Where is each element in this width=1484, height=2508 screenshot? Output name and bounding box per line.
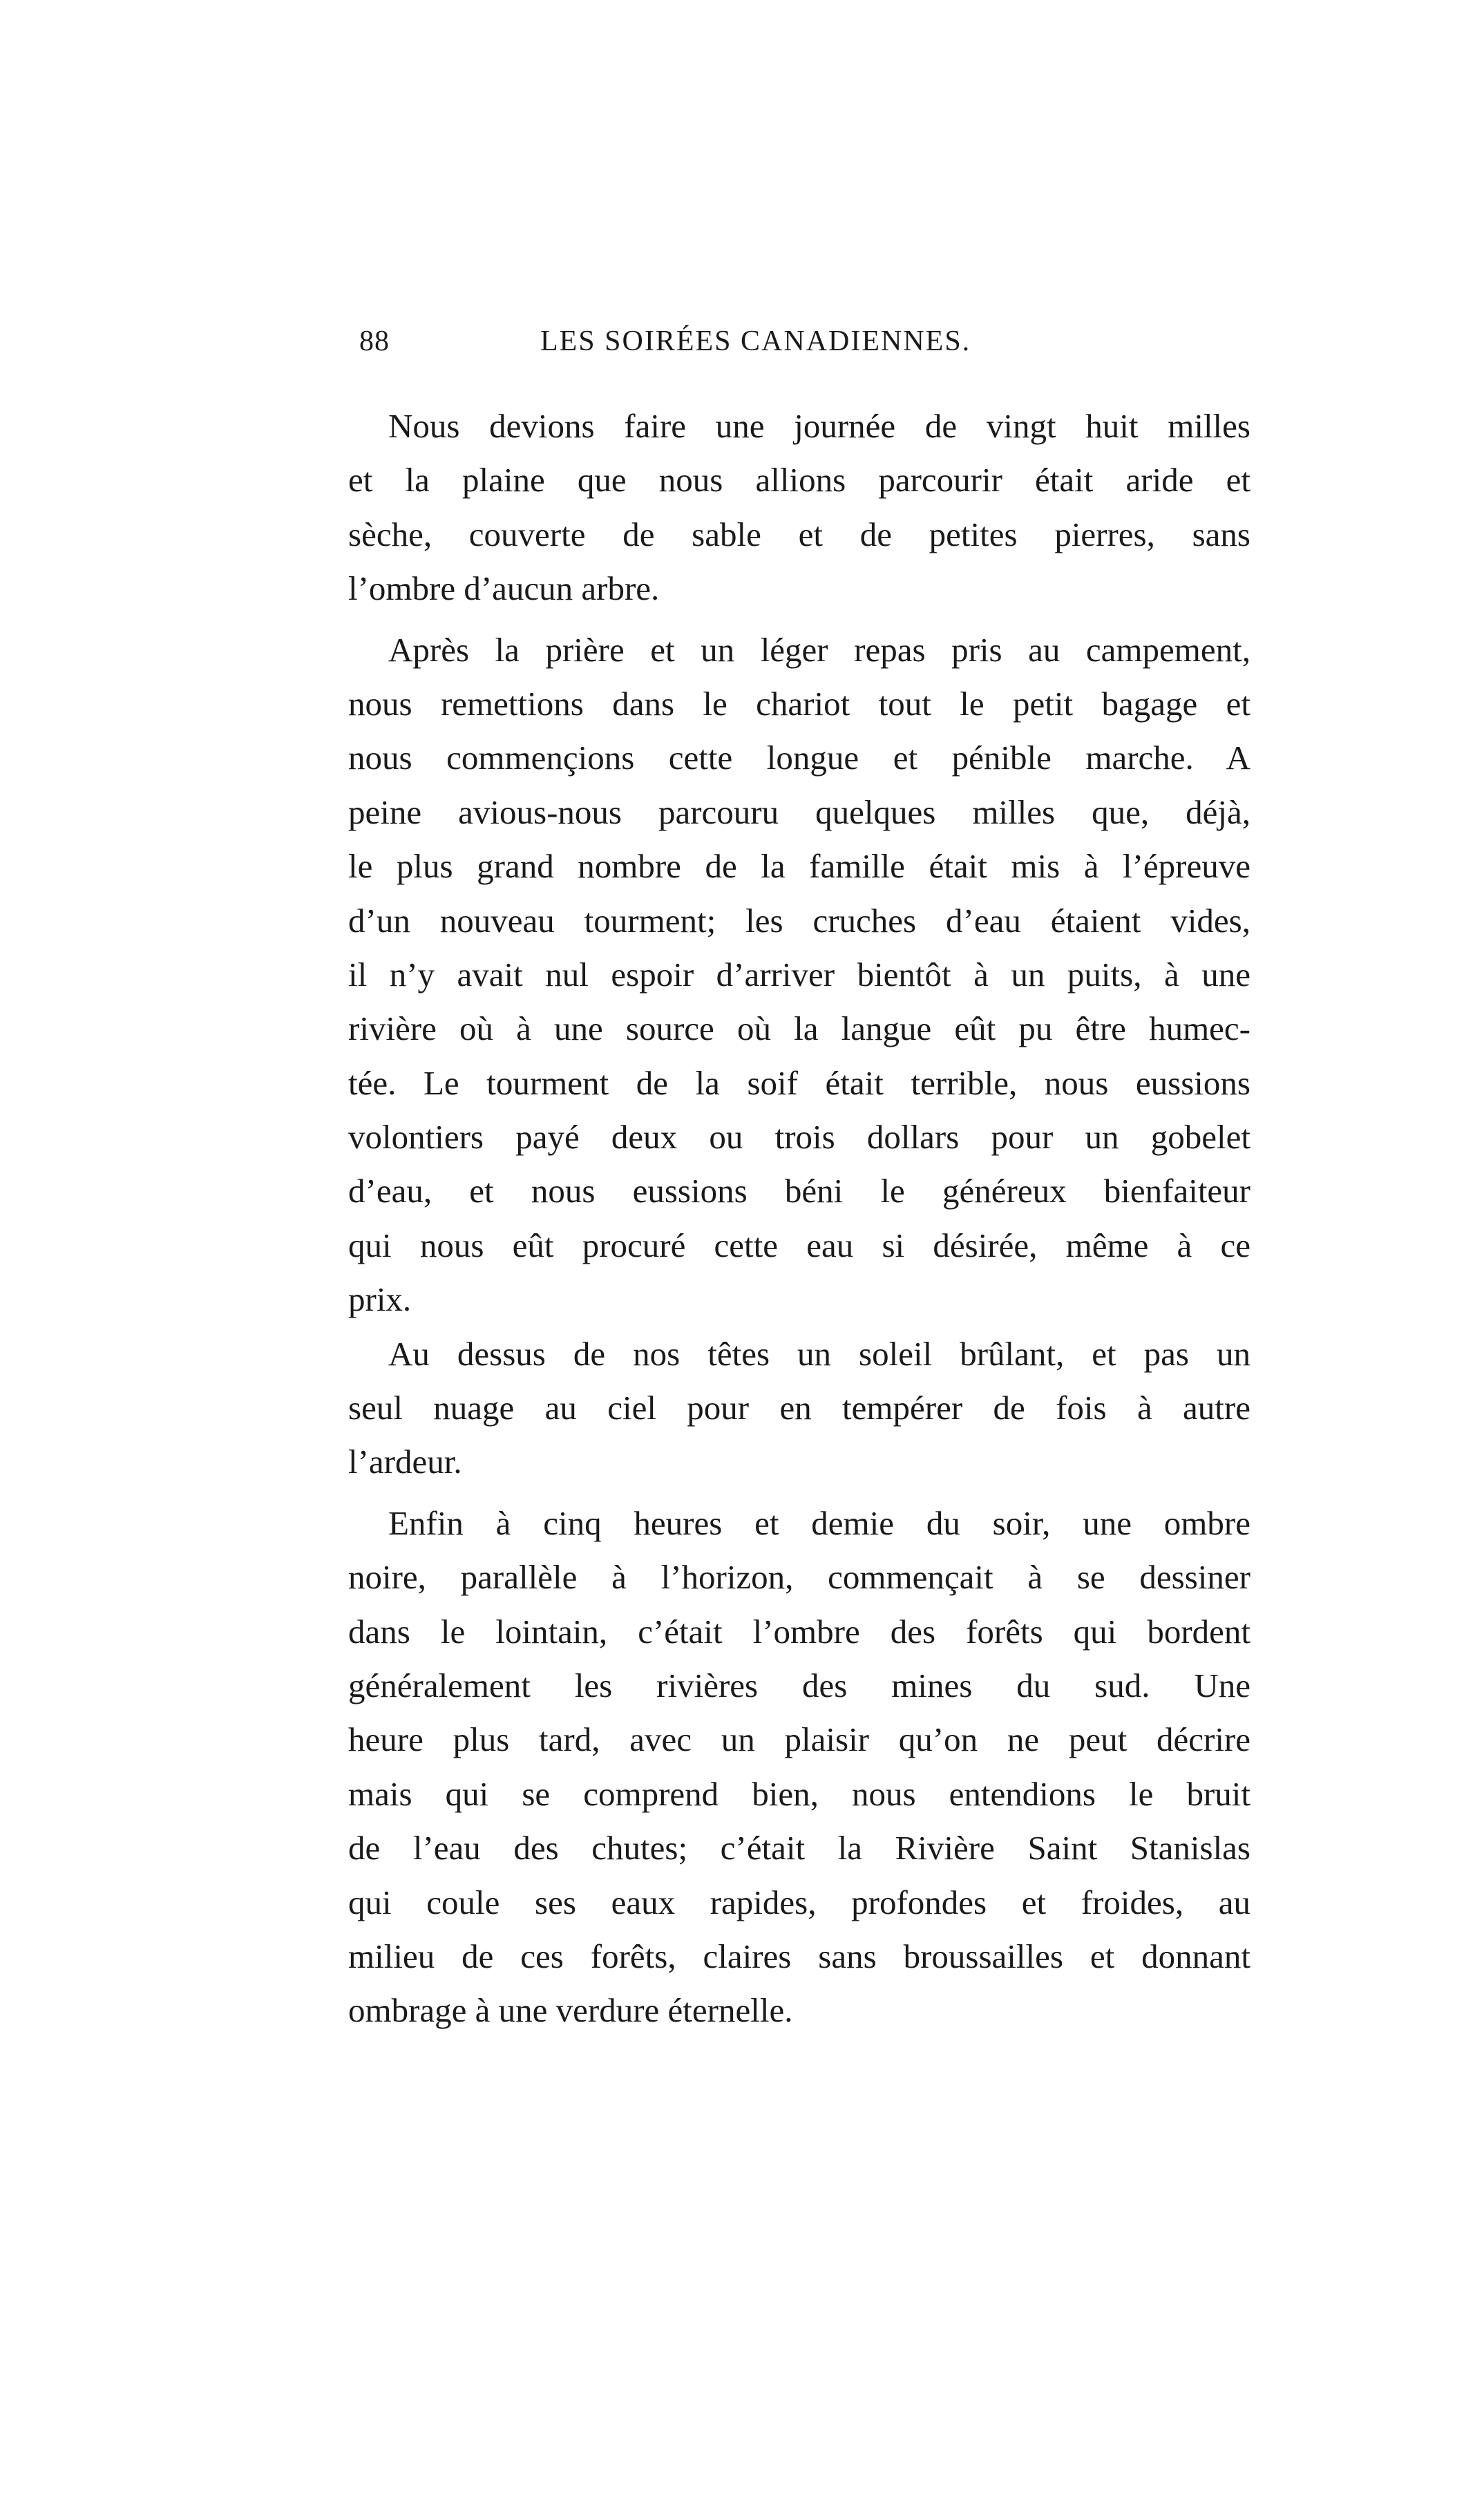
text-line: prix.: [348, 1280, 412, 1319]
text-line: noire, parallèle à l’horizon, commençait à se dessiner: [348, 1558, 1250, 1597]
text-line: l’ombre d’aucun arbre.: [348, 569, 660, 608]
text-line: sèche, couverte de sable et de petites pierres, sans: [348, 515, 1250, 553]
text-line: mais qui se comprend bien, nous entendions le bruit: [348, 1774, 1250, 1813]
text-line: le plus grand nombre de la famille était mis à l’épreuve: [348, 847, 1250, 886]
body-text: [348, 399, 1250, 2038]
text-line: il n’y avait nul espoir d’arriver bientôt à un puits, à une: [348, 955, 1250, 994]
text-line: nous remettions dans le chariot tout le petit bagage et: [348, 684, 1250, 723]
text-line: Au dessus de nos têtes un soleil brûlant, et pas un: [388, 1334, 1250, 1373]
paragraph-1: [348, 399, 1250, 616]
text-line: d’un nouveau tourment; les cruches d’eau étaient vides,: [348, 901, 1250, 940]
text-line: peine avious-nous parcouru quelques milles que, déjà,: [348, 792, 1250, 831]
text-line: heure plus tard, avec un plaisir qu’on ne peut décrire: [348, 1720, 1250, 1759]
text-line: d’eau, et nous eussions béni le généreux bienfaiteur: [348, 1172, 1250, 1210]
text-line: qui nous eût procuré cette eau si désirée, même à ce: [348, 1226, 1250, 1264]
text-line: milieu de ces forêts, claires sans broussailles et donnant: [348, 1937, 1250, 1975]
text-line: Après la prière et un léger repas pris au campement,: [388, 630, 1250, 669]
text-line: Enfin à cinq heures et demie du soir, une ombre: [388, 1503, 1250, 1542]
page-number: 88: [359, 325, 390, 357]
text-line: volontiers payé deux ou trois dollars pour un gobelet: [348, 1118, 1250, 1157]
text-line: nous commençions cette longue et pénible marche. A: [348, 739, 1250, 777]
text-line: qui coule ses eaux rapides, profondes et froides, au: [348, 1883, 1250, 1921]
paragraph-4: [348, 1497, 1250, 2038]
text-line: seul nuage au ciel pour en tempérer de fois à autre: [348, 1389, 1250, 1427]
text-line: rivière où à une source où la langue eût pu être humec-: [348, 1009, 1250, 1048]
paragraph-3: [348, 1327, 1250, 1490]
page-header: [359, 325, 1250, 373]
text-line: l’ardeur.: [348, 1443, 462, 1481]
running-title: LES SOIRÉES CANADIENNES.: [540, 325, 971, 357]
text-line: généralement les rivières des mines du sud. Une: [348, 1666, 1250, 1704]
text-line: dans le lointain, c’était l’ombre des forêts qui bordent: [348, 1612, 1250, 1651]
text-line: ombrage à une verdure éternelle.: [348, 1991, 793, 2030]
text-line: de l’eau des chutes; c’était la Rivière Saint Stanislas: [348, 1829, 1250, 1868]
text-line: et la plaine que nous allions parcourir était aride et: [348, 461, 1250, 500]
text-line: tée. Le tourment de la soif était terrible, nous eussions: [348, 1063, 1250, 1102]
paragraph-2: [348, 623, 1250, 1327]
text-line: Nous devions faire une journée de vingt huit milles: [388, 407, 1250, 445]
